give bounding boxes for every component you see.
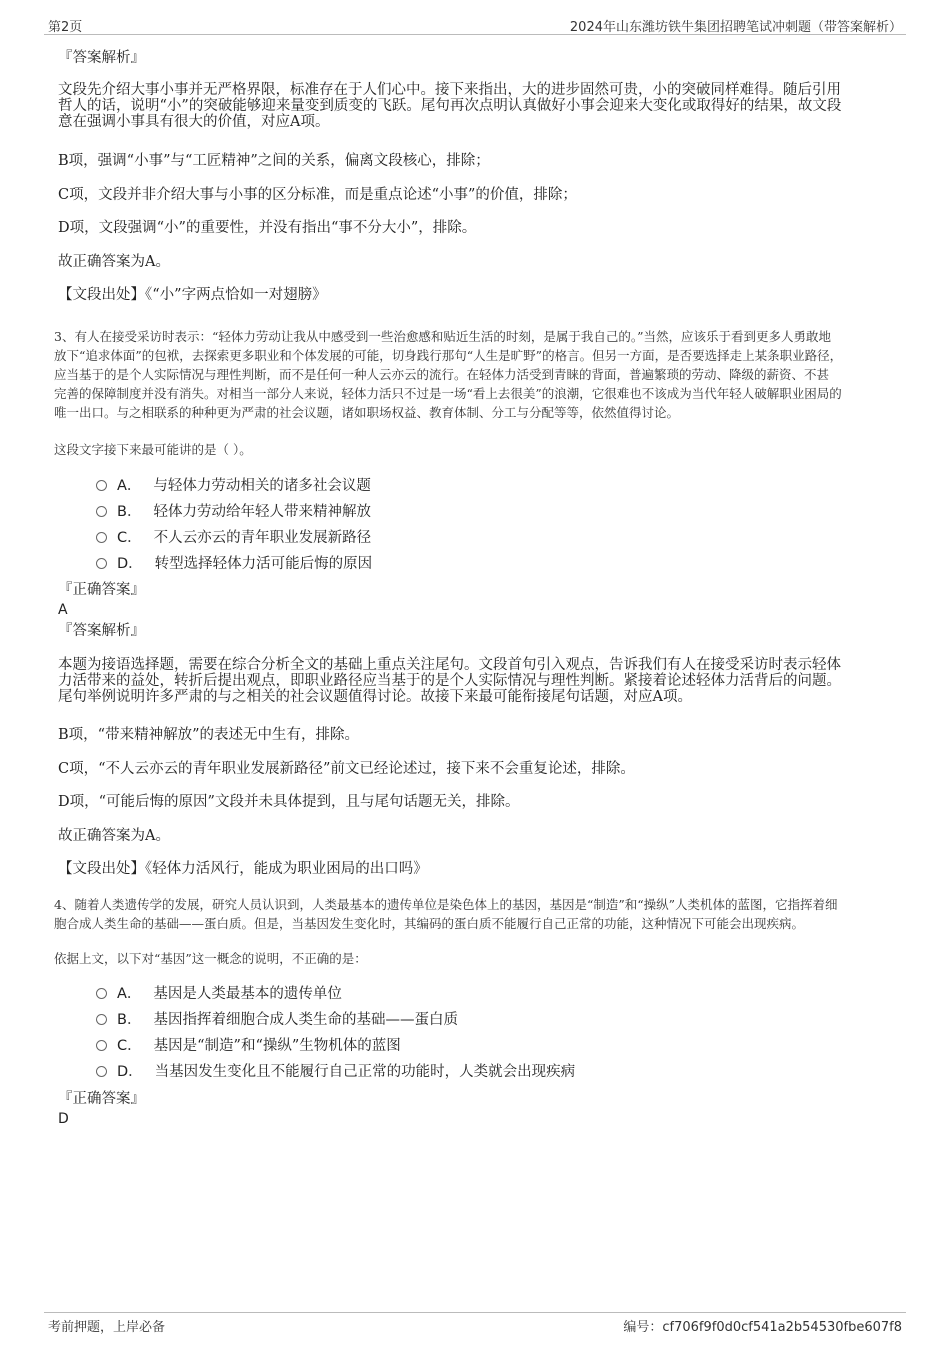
q2-analysis-label: 『答案解析』 bbox=[58, 50, 145, 66]
q2-analysis-paragraph bbox=[58, 82, 890, 130]
radio-icon[interactable] bbox=[96, 1040, 107, 1051]
q2-source: 【文段出处】《“小”字两点恰如一对翅膀》 bbox=[58, 287, 327, 303]
q3-analysis-line: 力活带来的益处，转折后提出观点，即职业路径应当基于的是个人实际情况与理性判断。紧接着论述轻体力活背后的问题。 bbox=[58, 673, 841, 689]
q4-answer: D bbox=[58, 1111, 69, 1127]
page-number: 第2页 bbox=[48, 20, 83, 35]
q3-conclusion: 故正确答案为A。 bbox=[58, 828, 170, 844]
q3-source: 【文段出处】《轻体力活风行，能成为职业困局的出口吗》 bbox=[58, 861, 428, 877]
q4-option-d[interactable]: D． 当基因发生变化且不能履行自己正常的功能时，人类就会出现疾病 bbox=[96, 1063, 575, 1081]
q3-stem-line: 应当基于的是个人实际情况与理性判断，而不是任何一种人云亦云的流行。在轻体力活受到青睐的背面，普遍繁琐的劳动、降级的薪资、不甚 bbox=[54, 367, 830, 382]
q3-option-d[interactable]: D． 转型选择轻体力活可能后悔的原因 bbox=[96, 555, 372, 573]
q3-option-c-note: C项，“不人云亦云的青年职业发展新路径”前文已经论述过，接下来不会重复论述，排除。 bbox=[58, 761, 635, 777]
q3-analysis-line: 本题为接语选择题，需要在综合分析全文的基础上重点关注尾句。文段首句引入观点，告诉我们有人在接受采访时表示轻体 bbox=[58, 657, 841, 673]
q3-answer: A bbox=[58, 602, 68, 618]
q2-conclusion: 故正确答案为A。 bbox=[58, 254, 170, 270]
q3-option-d-note: D项，“可能后悔的原因”文段并未具体提到，且与尾句话题无关，排除。 bbox=[58, 794, 520, 810]
footer-slogan: 考前押题，上岸必备 bbox=[48, 1320, 166, 1335]
radio-icon[interactable] bbox=[96, 988, 107, 999]
q3-analysis-label: 『答案解析』 bbox=[58, 623, 145, 639]
q4-option-a[interactable]: A． 基因是人类最基本的遗传单位 bbox=[96, 985, 342, 1003]
q4-option-c[interactable]: C． 基因是“制造”和“操纵”生物机体的蓝图 bbox=[96, 1037, 401, 1055]
q3-option-a[interactable]: A． 与轻体力劳动相关的诸多社会议题 bbox=[96, 477, 371, 495]
q3-option-b[interactable]: B． 轻体力劳动给年轻人带来精神解放 bbox=[96, 503, 371, 521]
q3-analysis-line: 尾句举例说明许多严肃的与之相关的社会议题值得讨论。故接下来最可能衔接尾句话题，对应A项。 bbox=[58, 689, 692, 705]
q4-stem-line: 胞合成人类生命的基础——蛋白质。但是，当基因发生变化时，其编码的蛋白质不能履行自己正常的功能，这种情况下可能会出现疾病。 bbox=[54, 916, 805, 931]
q3-stem-line: 完善的保障制度并没有消失。对相当一部分人来说，轻体力活只不过是一场“看上去很美”的浪潮，它很难也不该成为当代年轻人破解职业困局的 bbox=[54, 386, 842, 401]
q4-question: 依据上文，以下对“基因”这一概念的说明，不正确的是： bbox=[54, 951, 367, 966]
q2-analysis-line: 意在强调小事具有很大的价值，对应A项。 bbox=[58, 114, 330, 130]
q3-analysis-paragraph bbox=[58, 657, 890, 705]
document-title: 2024年山东潍坊铁牛集团招聘笔试冲刺题（带答案解析） bbox=[569, 20, 902, 35]
q2-option-b-note: B项，强调“小事”与“工匠精神”之间的关系，偏离文段核心，排除； bbox=[58, 153, 490, 169]
q4-stem bbox=[54, 895, 896, 933]
q2-option-c-note: C项，文段并非介绍大事与小事的区分标准，而是重点论述“小事”的价值，排除； bbox=[58, 187, 577, 203]
q3-stem bbox=[54, 327, 896, 422]
q4-stem-line: 4、随着人类遗传学的发展，研究人员认识到，人类最基本的遗传单位是染色体上的基因，基因是“制造”和“操纵”人类机体的蓝图，它指挥着细 bbox=[54, 897, 838, 912]
radio-icon[interactable] bbox=[96, 1014, 107, 1025]
q4-option-b[interactable]: B． 基因指挥着细胞合成人类生命的基础——蛋白质 bbox=[96, 1011, 458, 1029]
q2-analysis-line: 哲人的话，说明“小”的突破能够迎来量变到质变的飞跃。尾句再次点明认真做好小事会迎来大变化或取得好的结果，故文段 bbox=[58, 98, 842, 114]
page-header bbox=[44, 14, 906, 35]
q2-option-d-note: D项，文段强调“小”的重要性，并没有指出“事不分大小”，排除。 bbox=[58, 220, 477, 236]
page-footer bbox=[44, 1312, 906, 1337]
q2-analysis-line: 文段先介绍大事小事并无严格界限，标准存在于人们心中。接下来指出，大的进步固然可贵，小的突破同样难得。随后引用 bbox=[58, 82, 841, 98]
q3-stem-line: 3、有人在接受采访时表示：“轻体力劳动让我从中感受到一些治愈感和贴近生活的时刻，是属于我自己的。”当然，应该乐于看到更多人勇敢地 bbox=[54, 329, 831, 344]
q3-question: 这段文字接下来最可能讲的是（ ）。 bbox=[54, 442, 252, 457]
radio-icon[interactable] bbox=[96, 558, 107, 569]
q4-answer-label: 『正确答案』 bbox=[58, 1091, 145, 1107]
q3-stem-line: 唯一出口。与之相联系的种种更为严肃的社会议题，诸如职场权益、教育体制、分工与分配等等，依然值得讨论。 bbox=[54, 405, 680, 420]
radio-icon[interactable] bbox=[96, 506, 107, 517]
radio-icon[interactable] bbox=[96, 480, 107, 491]
radio-icon[interactable] bbox=[96, 532, 107, 543]
q3-answer-label: 『正确答案』 bbox=[58, 582, 145, 598]
radio-icon[interactable] bbox=[96, 1066, 107, 1077]
document-code: 编号：cf706f9f0d0cf541a2b54530fbe607f8 bbox=[623, 1320, 902, 1335]
q3-option-b-note: B项，“带来精神解放”的表述无中生有，排除。 bbox=[58, 727, 359, 743]
q3-stem-line: 放下“追求体面”的包袱，去探索更多职业和个体发展的可能，切身践行那句“人生是旷野”的格言。但另一方面，是否要选择走上某条职业路径， bbox=[54, 348, 843, 363]
q3-option-c[interactable]: C． 不人云亦云的青年职业发展新路径 bbox=[96, 529, 371, 547]
